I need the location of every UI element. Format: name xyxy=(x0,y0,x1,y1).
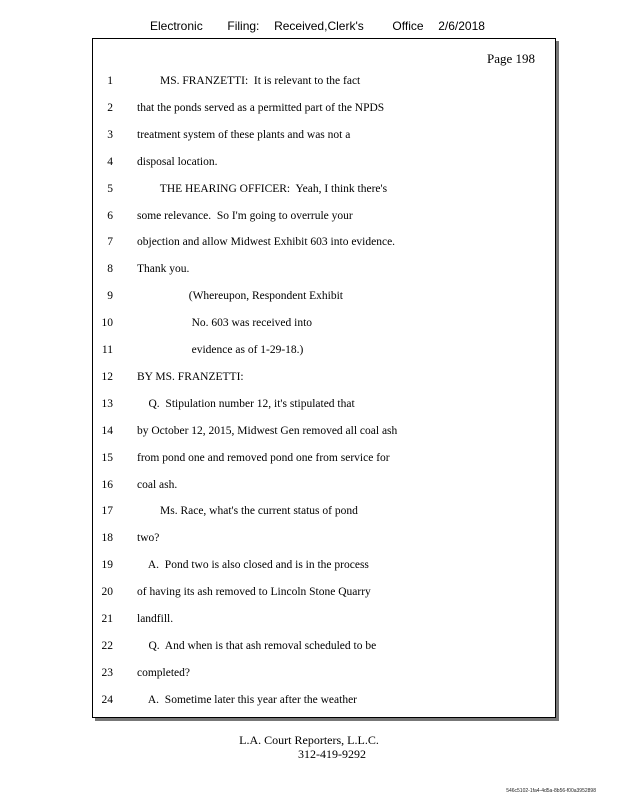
line-text: treatment system of these plants and was not a xyxy=(137,128,351,141)
transcript-line xyxy=(93,613,553,631)
footer xyxy=(0,733,618,761)
line-text: some relevance. So I'm going to overrule your xyxy=(137,209,353,222)
line-text: Q. Stipulation number 12, it's stipulated that xyxy=(137,397,355,410)
filing-received: Received,Clerk's xyxy=(274,19,364,33)
line-text: Q. And when is that ash removal scheduled to be xyxy=(137,639,377,652)
transcript-line xyxy=(93,102,553,120)
transcript-page xyxy=(92,38,556,718)
transcript-line xyxy=(93,210,553,228)
line-text: landfill. xyxy=(137,613,174,625)
line-number: 18 xyxy=(101,532,113,545)
filing-date: 2/6/2018 xyxy=(438,19,485,33)
transcript-line xyxy=(93,586,553,604)
line-text: A. Pond two is also closed and is in the process xyxy=(137,559,369,572)
transcript-line xyxy=(93,317,553,335)
document-id: 546c5102-1fa4-4d5a-8b56-f00a3952898 xyxy=(506,788,596,794)
line-number: 5 xyxy=(107,182,113,195)
filing-electronic: Electronic xyxy=(150,19,203,33)
line-text: (Whereupon, Respondent Exhibit xyxy=(137,290,344,303)
line-text: Ms. Race, what's the current status of pond xyxy=(137,505,358,518)
transcript-line xyxy=(93,75,553,93)
transcript-line xyxy=(93,156,553,174)
line-number: 23 xyxy=(101,666,113,679)
line-number: 24 xyxy=(101,693,113,706)
transcript-line xyxy=(93,559,553,577)
transcript-line xyxy=(93,129,553,147)
page-number: Page 198 xyxy=(486,51,535,66)
line-text: two? xyxy=(137,532,160,545)
line-text: that the ponds served as a permitted part of the NPDS xyxy=(137,101,385,114)
transcript-line xyxy=(93,694,553,712)
line-number: 1 xyxy=(107,75,113,87)
line-number: 20 xyxy=(101,586,113,599)
line-number: 7 xyxy=(107,236,113,249)
line-text: objection and allow Midwest Exhibit 603 into evidence. xyxy=(137,236,396,249)
transcript-line xyxy=(93,425,553,443)
transcript-line xyxy=(93,505,553,523)
line-number: 12 xyxy=(101,370,113,383)
transcript-line xyxy=(93,344,553,362)
line-text: BY MS. FRANZETTI: xyxy=(137,370,244,383)
line-number: 17 xyxy=(101,505,113,518)
line-text: by October 12, 2015, Midwest Gen removed all coal ash xyxy=(137,424,398,437)
transcript-line xyxy=(93,183,553,201)
transcript-line xyxy=(93,263,553,281)
line-text: of having its ash removed to Lincoln Stone Quarry xyxy=(137,586,371,599)
line-text: completed? xyxy=(137,666,191,679)
line-text: Thank you. xyxy=(137,263,190,276)
line-text: from pond one and removed pond one from service for xyxy=(137,451,390,464)
line-number: 6 xyxy=(107,209,113,222)
transcript-line xyxy=(93,236,553,254)
line-text: disposal location. xyxy=(137,155,218,168)
line-text: coal ash. xyxy=(137,478,178,491)
transcript-line xyxy=(93,452,553,470)
line-number: 14 xyxy=(101,424,113,437)
line-number: 4 xyxy=(107,155,113,168)
filing-header xyxy=(150,19,485,33)
line-number: 19 xyxy=(101,559,113,572)
transcript-line xyxy=(93,398,553,416)
transcript-line xyxy=(93,371,553,389)
reporter-company: L.A. Court Reporters, L.L.C. xyxy=(239,733,379,747)
line-number: 21 xyxy=(101,613,113,625)
line-text: MS. FRANZETTI: It is relevant to the fact xyxy=(137,75,361,87)
line-number: 13 xyxy=(101,397,113,410)
line-text: THE HEARING OFFICER: Yeah, I think there's xyxy=(137,182,388,195)
line-number: 10 xyxy=(101,317,113,330)
line-number: 16 xyxy=(101,478,113,491)
line-number: 15 xyxy=(101,451,113,464)
line-text: A. Sometime later this year after the weather xyxy=(137,693,358,706)
line-number: 9 xyxy=(107,290,113,303)
transcript-line xyxy=(93,640,553,658)
line-number: 3 xyxy=(107,128,113,141)
transcript-line xyxy=(93,532,553,550)
reporter-phone: 312-419-9292 xyxy=(298,747,366,761)
transcript-line xyxy=(93,479,553,497)
line-text: No. 603 was received into xyxy=(137,317,313,330)
line-number: 8 xyxy=(107,263,113,276)
line-number: 22 xyxy=(101,639,113,652)
filing-office: Office xyxy=(392,19,424,33)
line-number: 2 xyxy=(107,101,113,114)
transcript-line xyxy=(93,667,553,685)
filing-label: Filing: xyxy=(227,19,260,33)
transcript-line xyxy=(93,290,553,308)
line-number: 11 xyxy=(101,344,113,356)
line-text: evidence as of 1-29-18.) xyxy=(137,344,304,356)
